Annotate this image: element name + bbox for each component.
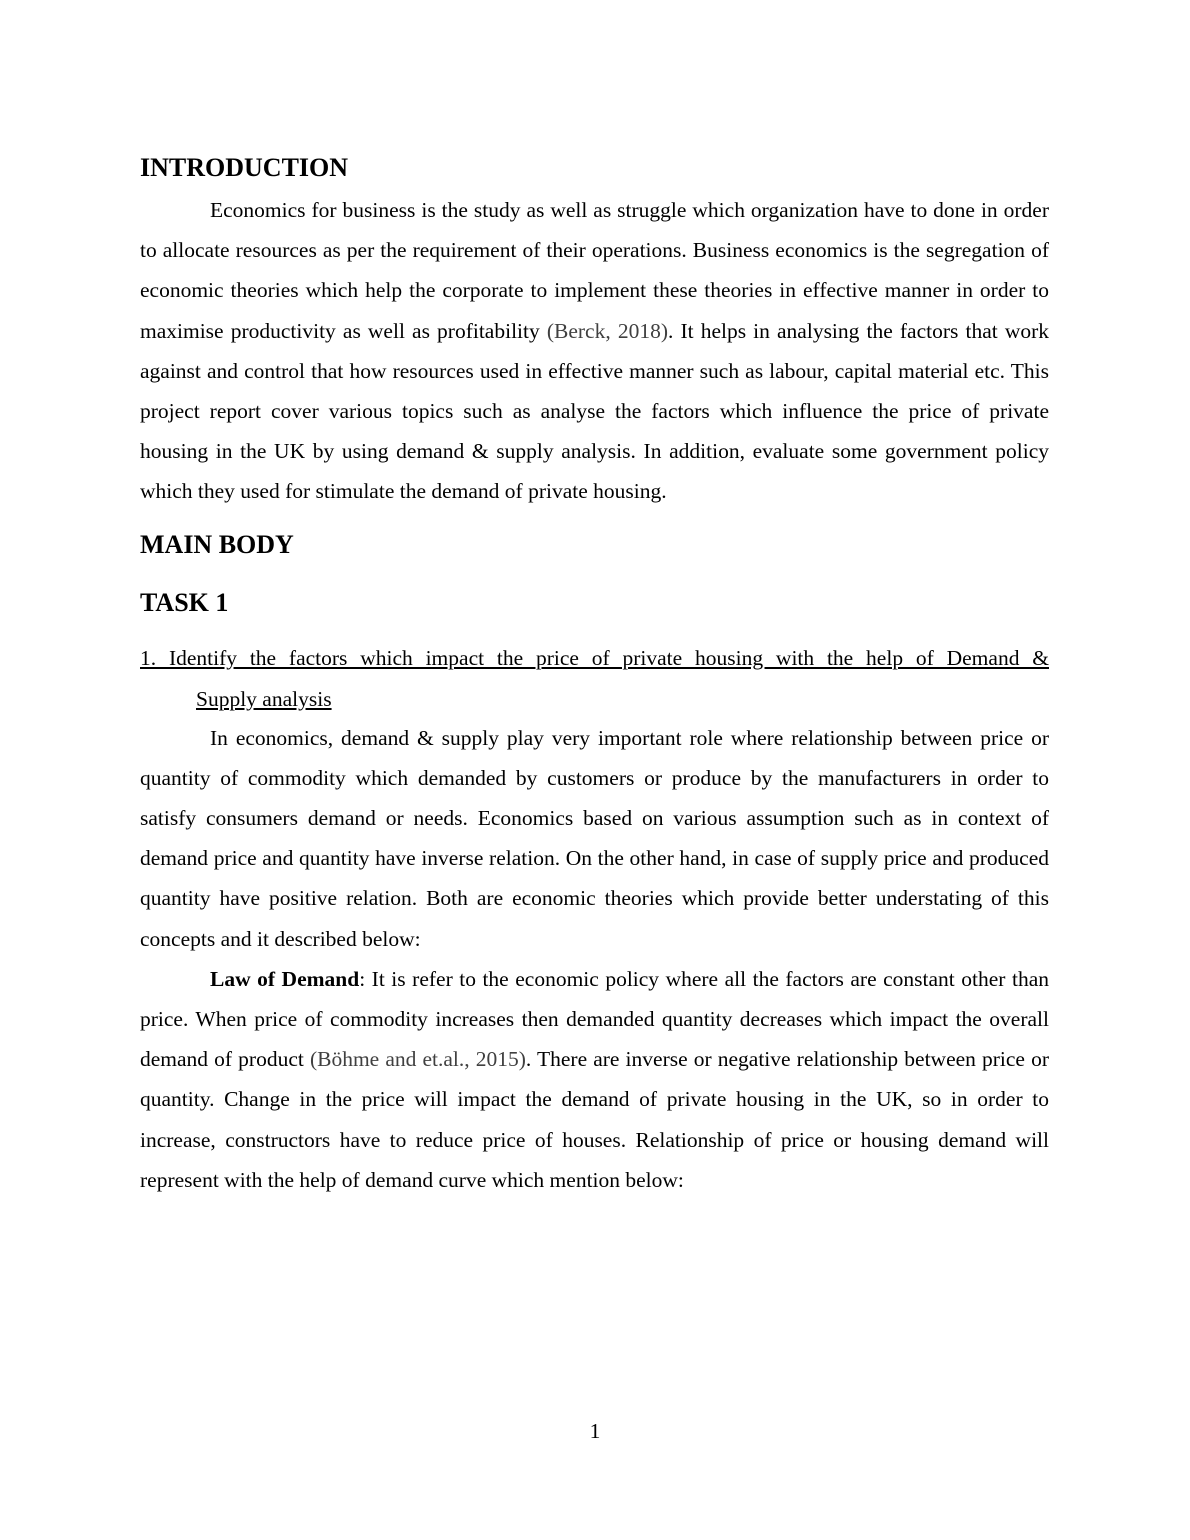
introduction-text-part2: . It helps in analysing the factors that work against and control that how resources used in effective manner such as labour, capital material etc. This project report cover various topics such as analyse the factors which influence the price of private housing in the UK by using demand & supply analysis. In addition, evaluate some government policy which they used for stimulate the demand of private housing. bbox=[140, 318, 1050, 504]
introduction-paragraph bbox=[140, 190, 1049, 512]
main-body-heading: MAIN BODY bbox=[140, 529, 294, 559]
law-of-demand-term: Law of Demand bbox=[210, 966, 360, 991]
introduction-heading: INTRODUCTION bbox=[140, 153, 349, 182]
law-of-demand-paragraph bbox=[140, 959, 1049, 1200]
citation-berck: (Berck, 2018) bbox=[546, 318, 668, 343]
citation-bohme: (Böhme and et.al., 2015) bbox=[309, 1047, 526, 1072]
task1-subheading-line2 bbox=[140, 679, 1049, 720]
task1-subheading-text1: 1. Identify the factors which impact the price of private housing with the help of Demand & bbox=[140, 645, 1049, 670]
task1-subheading-text2: Supply analysis bbox=[196, 686, 332, 711]
task1-subheading-line1 bbox=[140, 638, 1049, 679]
demand-supply-paragraph: In economics, demand & supply play very important role where relationship between price or quantity of commodity which demanded by customers or produce by the manufacturers in order to satisfy consumers demand or needs. Economics based on various assumption such as in context of demand price and quantity have inverse relation. On the other hand, in case of supply price and produced quantity have positive relation. Both are economic theories which provide better understating of this concepts and it described below: bbox=[140, 725, 1049, 951]
law-of-demand-text-part2: . There are inverse or negative relationship between price or quantity. Change in the price will impact the demand of private housing in the UK, so in order to increase, constructors have to reduce price of houses. Relationship of price or housing demand will represent with the help of demand curve which mention below: bbox=[140, 1047, 1049, 1192]
law-of-demand-text-part1: : It is refer to the economic policy where all the factors are constant other than price. When price of commodity increases then demanded quantity decreases which impact the overall demand of product bbox=[140, 966, 1049, 1072]
introduction-text-part1: Economics for business is the study as well as struggle which organization have to done in order to allocate resources as per the requirement of their operations. Business economics is the segregation of economic theories which help the corporate to implement these theories in effective manner in order to maximise productivity as well as profitability bbox=[140, 198, 1049, 343]
document-page bbox=[140, 148, 1049, 1200]
task1-heading: TASK 1 bbox=[140, 587, 229, 617]
page-number: 1 bbox=[589, 1419, 601, 1443]
